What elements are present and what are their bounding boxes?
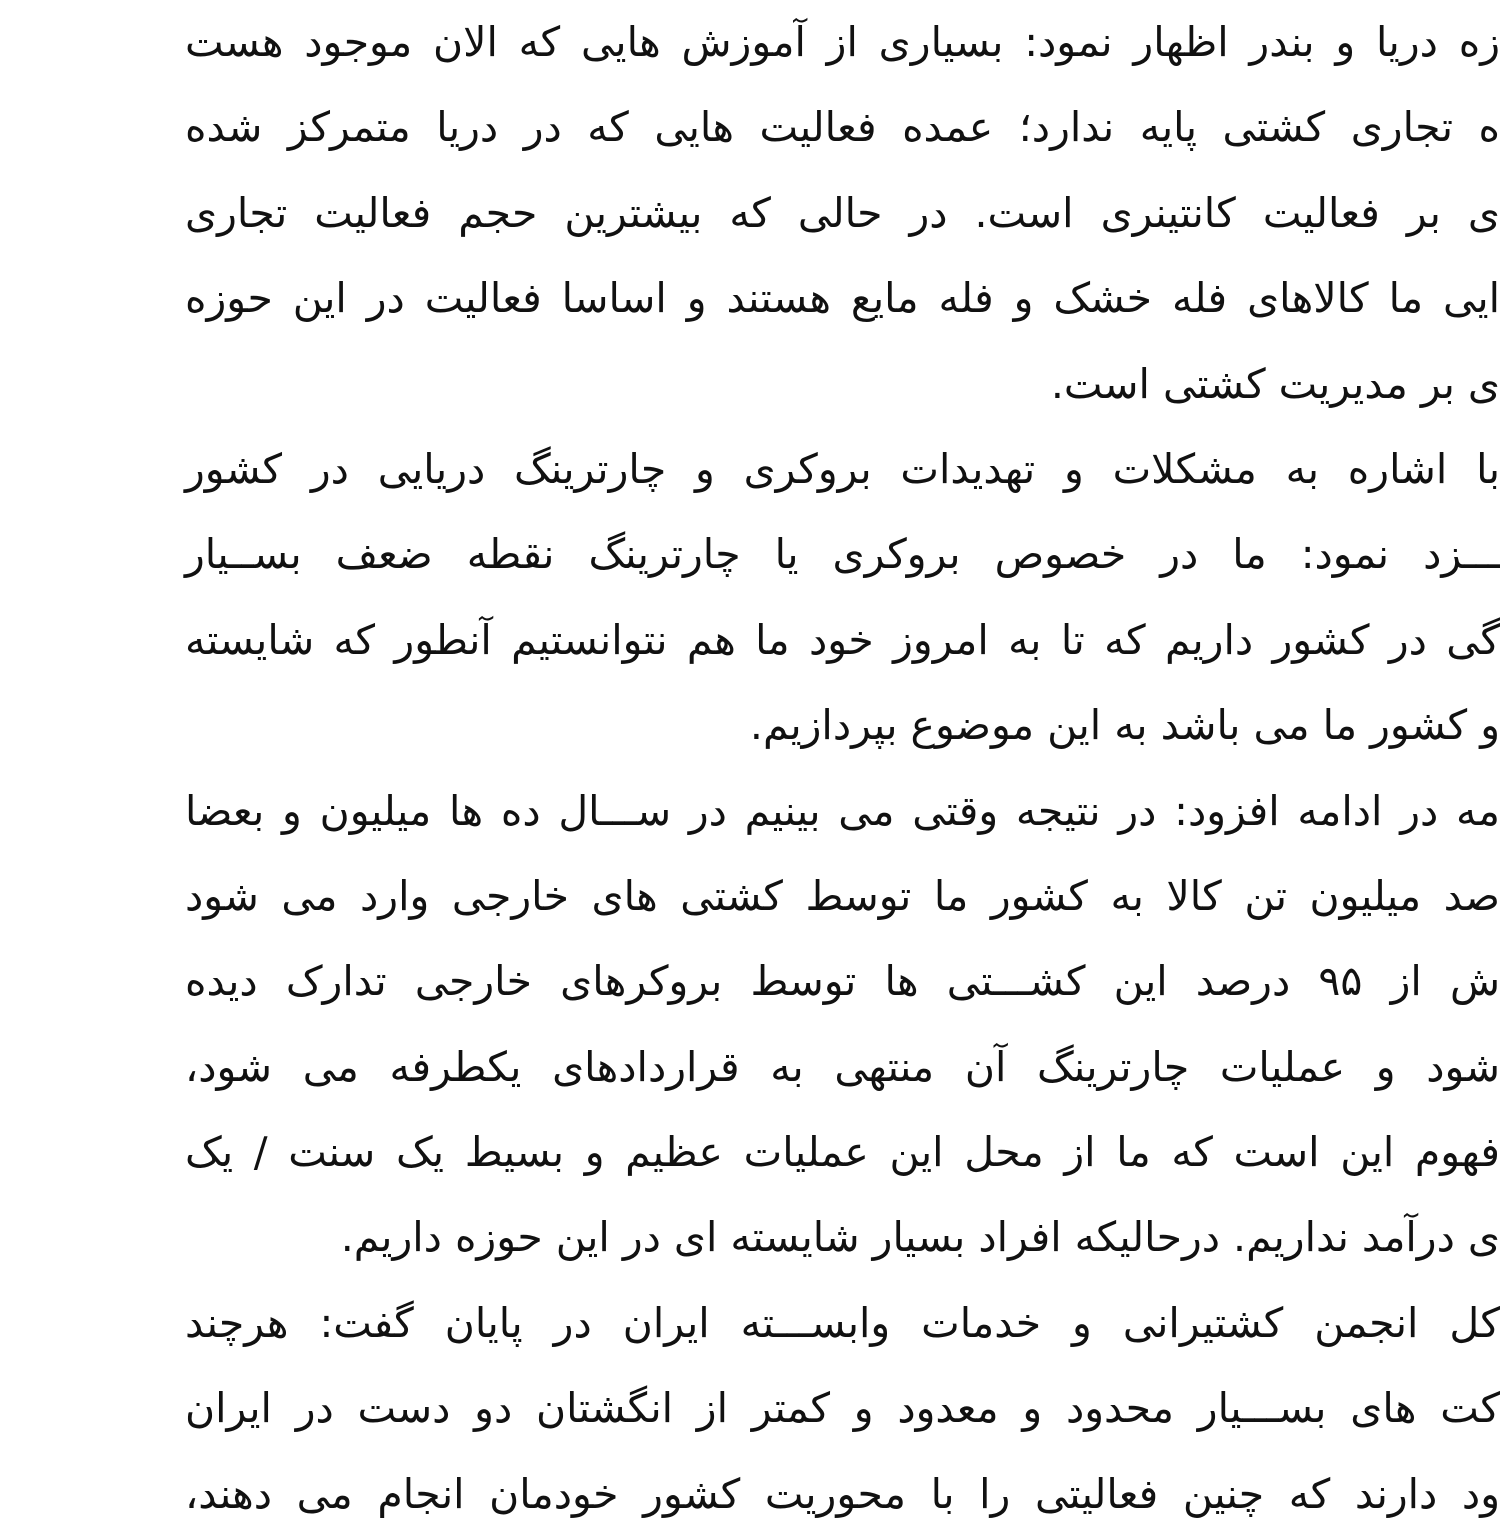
text-line: ـــزد نمود: ما در خصوص بروکری یا چارترینگ نقطه ضعف بســیار [185,530,1500,579]
text-line: با اشاره به مشکلات و تهدیدات بروکری و چارترینگ دریایی در کشور [185,444,1500,493]
text-line: صد میلیون تن کالا به کشور ما توسط کشتی های خارجی وارد می شود [185,871,1500,920]
text-line: ود دارند که چنین فعالیتی را با محوریت کشور خودمان انجام می دهند، [185,1469,1500,1518]
text-line: شود و عملیات چارترینگ آن منتهی به قراردادهای یکطرفه می شود، [185,1042,1500,1091]
text-line: ی بر فعالیت کانتینری است. در حالی که بیشترین حجم فعالیت تجاری [185,188,1500,237]
text-line: فهوم این است که ما از محل این عملیات عظیم و بسیط یک سنت / یک [185,1128,1500,1177]
text-line: کت های بســـیار محدود و معدود و کمتر از انگشتان دو دست در ایران [185,1384,1500,1433]
text-line: گی در کشور داریم که تا به امروز خود ما هم نتوانستیم آنطور که شایسته [185,615,1500,664]
text-line: ه تجاری کشتی پایه ندارد؛ عمده فعالیت هایی که در دریا متمرکز شده [185,103,1500,152]
text-line: مه در ادامه افزود: در نتیجه وقتی می بینیم در ســـال ده ها میلیون و بعضا [185,786,1500,835]
text-line: ش از ۹۵ درصد این کشـــتی ها توسط بروکرهای خارجی تدارک دیده [185,957,1500,1006]
text-line: و کشور ما می باشد به این موضوع بپردازیم. [749,701,1500,750]
text-line: کل انجمن کشتیرانی و خدمات وابســـته ایران در پایان گفت: هرچند [185,1298,1500,1347]
text-line: ایی ما کالاهای فله خشک و فله مایع هستند و اساسا فعالیت در این حوزه [185,274,1500,323]
text-line: زه دریا و بندر اظهار نمود: بسیاری از آموزش هایی که الان موجود هست [185,18,1500,66]
text-line: ی درآمد نداریم. درحالیکه افراد بسیار شایسته ای در این حوزه داریم. [340,1213,1500,1262]
text-line: ی بر مدیریت کشتی است. [1050,359,1500,408]
article-text [185,0,1500,1537]
